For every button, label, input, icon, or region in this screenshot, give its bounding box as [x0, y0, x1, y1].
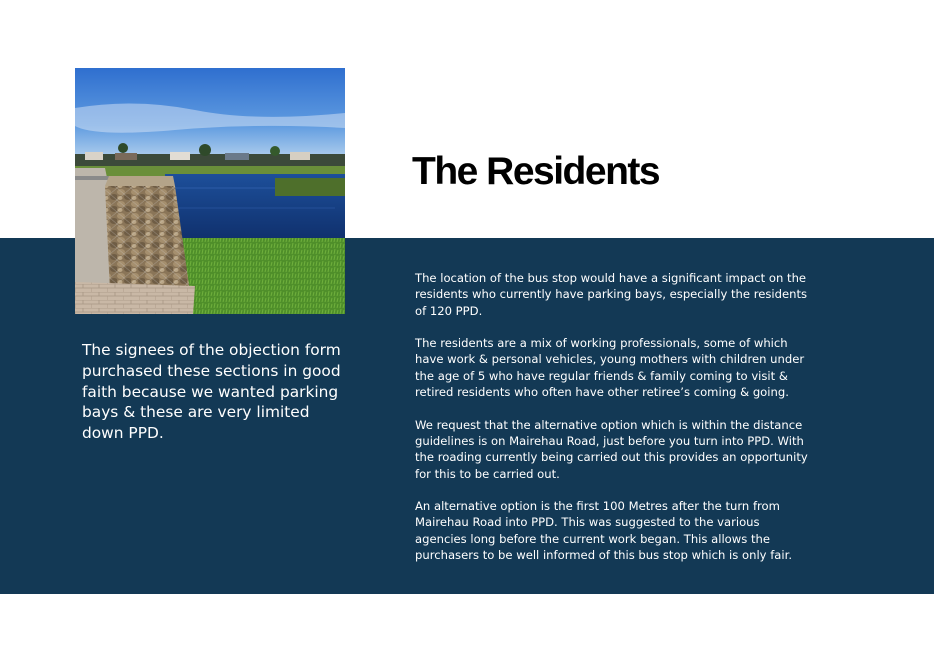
paragraph-4: An alternative option is the first 100 Metres after the turn from Mairehau Road into PPD. This was suggested to the various agencies long before the current work began. This allows the purchasers to be well informed of this bus stop which is only fair.	[415, 499, 792, 563]
slide-title: The Residents	[412, 150, 660, 193]
body-text	[415, 270, 810, 580]
paragraph-2: The residents are a mix of working professionals, some of which have work & personal vehicles, young mothers with children under the age of 5 who have regular friends & family coming to visit & retired residents who often have other retiree’s coming & going.	[415, 336, 805, 400]
paragraph-3: We request that the alternative option which is within the distance guidelines is on Mairehau Road, just before you turn into PPD. With the roading currently being carried out this provides an opportunity for this to be carried out.	[415, 417, 808, 481]
lake-photo	[75, 68, 345, 314]
paragraph-1: The location of the bus stop would have a significant impact on the residents who currently have parking bays, especially the residents of 120 PPD.	[415, 271, 808, 318]
photo-caption: The signees of the objection form purchased these sections in good faith because we wanted parking bays & these are very limited down PPD.	[82, 341, 341, 443]
